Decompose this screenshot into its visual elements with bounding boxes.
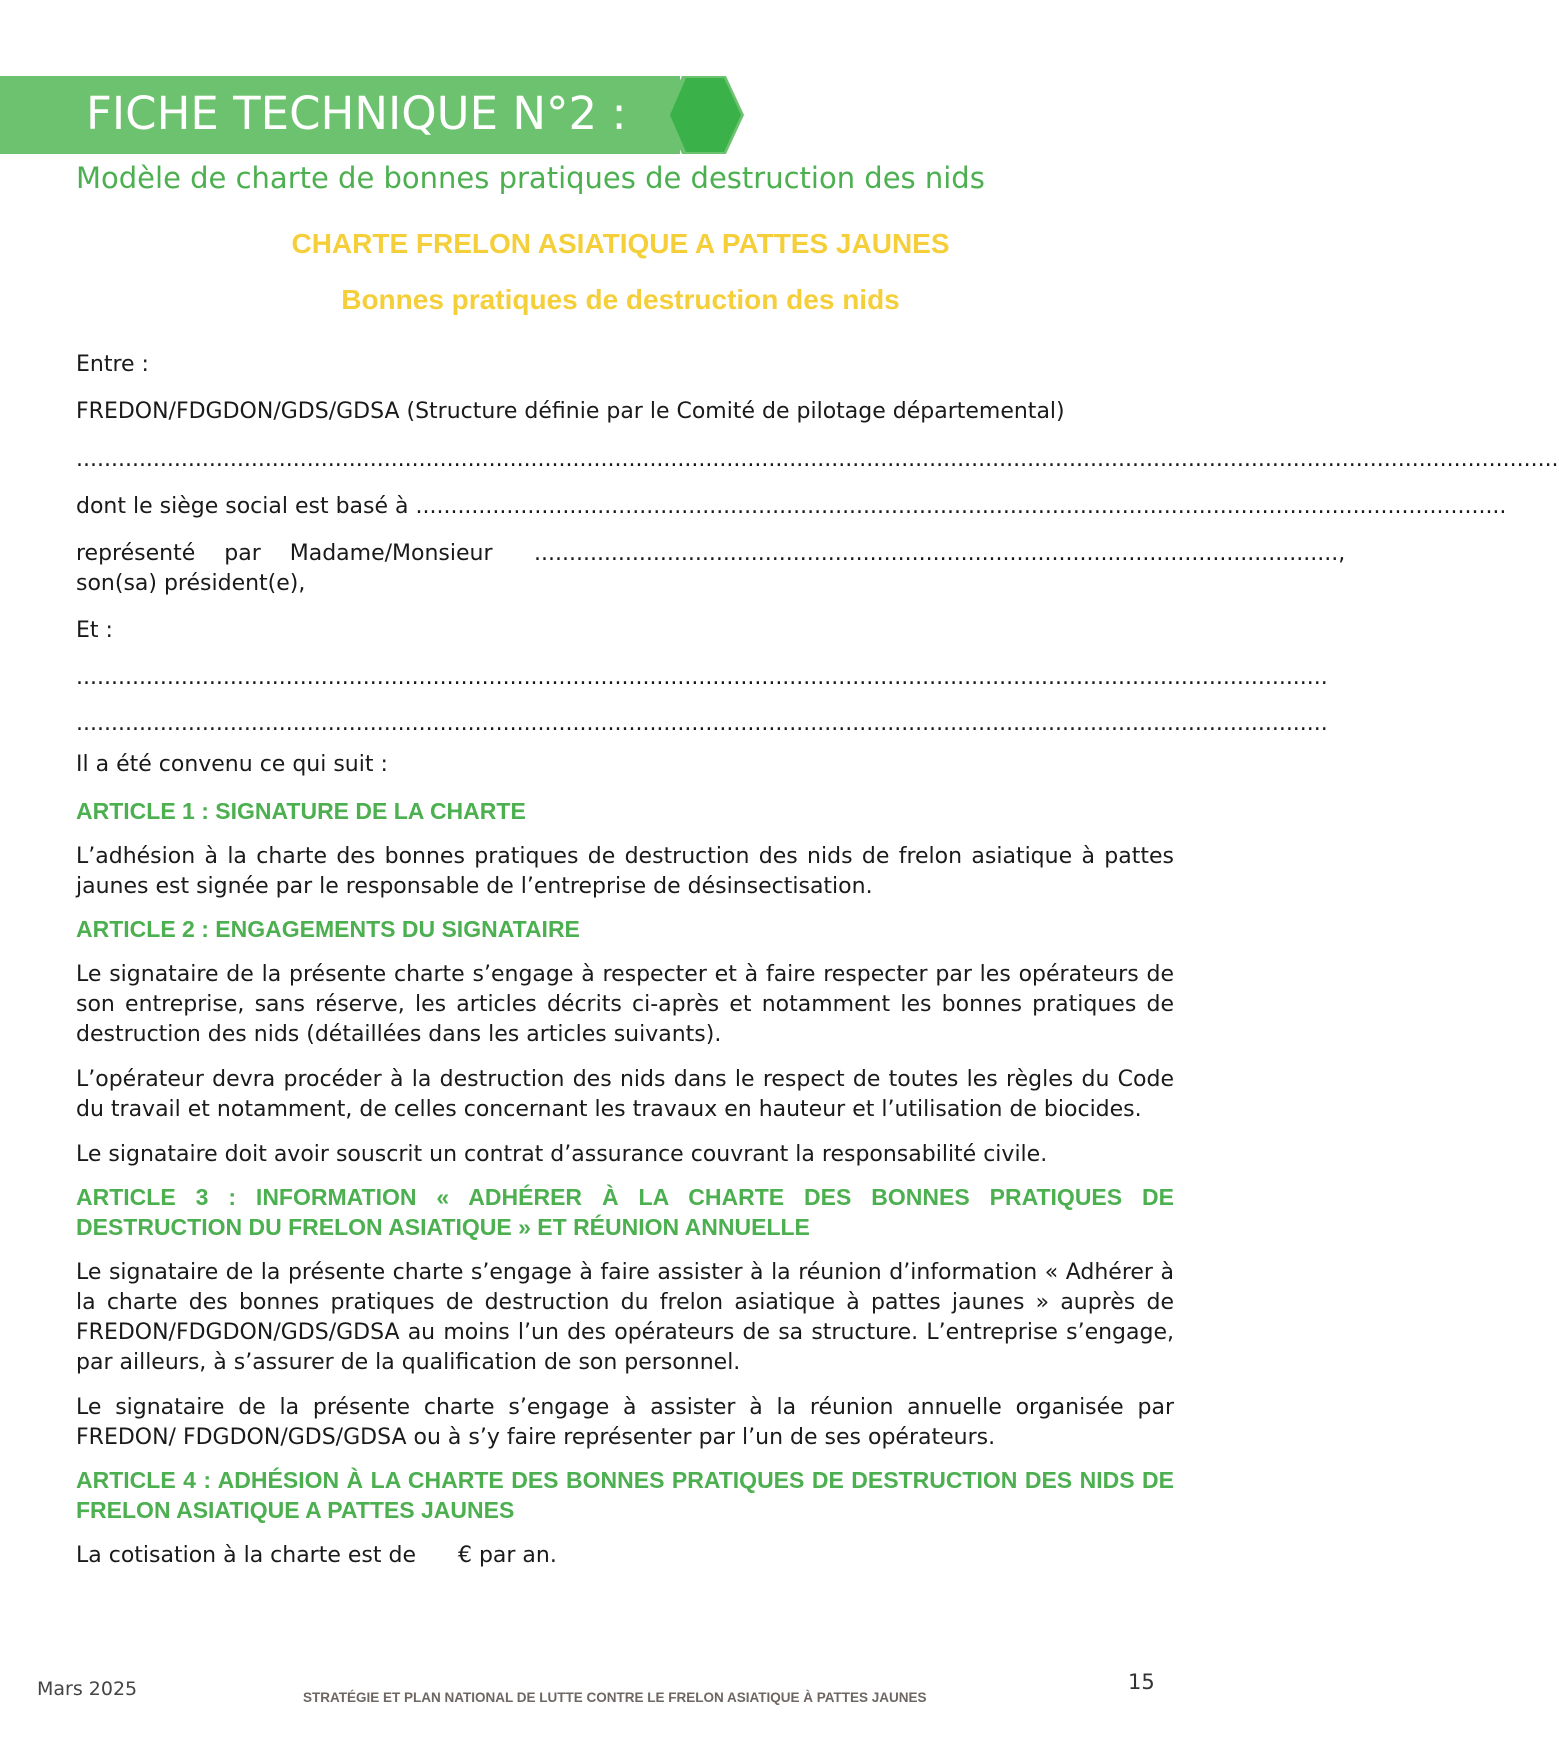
convenu-line: Il a été convenu ce qui suit : xyxy=(76,752,388,777)
article-3-paragraph: Le signataire de la présente charte s’engage à assister à la réunion annuelle organisée par FREDON/ FDGDON/GDS/GDSA ou à s’y faire représenter par l’un de ses opérateurs. xyxy=(76,1395,1174,1450)
charter-title: CHARTE FRELON ASIATIQUE A PATTES JAUNES xyxy=(291,228,950,259)
page-number: 15 xyxy=(1128,1670,1155,1694)
et-blank-field-2[interactable]: ................................................................................................................................................................................... xyxy=(76,711,1328,736)
article-4-paragraph: La cotisation à la charte est de € par an. xyxy=(76,1543,557,1568)
footer-date: Mars 2025 xyxy=(37,1678,138,1700)
structure-line: FREDON/FDGDON/GDS/GDSA (Structure définie par le Comité de pilotage départemental) xyxy=(76,399,1065,424)
article-3-heading: ARTICLE 3 : INFORMATION « ADHÉRER À LA CHARTE DES BONNES PRATIQUES DE DESTRUCTION DU FRELON ASIATIQUE » ET RÉUNION ANNUELLE xyxy=(76,1184,1174,1240)
article-4-heading: ARTICLE 4 : ADHÉSION À LA CHARTE DES BONNES PRATIQUES DE DESTRUCTION DES NIDS DE FRELON ASIATIQUE A PATTES JAUNES xyxy=(76,1467,1174,1523)
document-body xyxy=(76,350,1559,1571)
article-1-paragraph: L’adhésion à la charte des bonnes pratiques de destruction des nids de frelon asiatique à pattes jaunes est signée par le responsable de l’entreprise de désinsectisation. xyxy=(76,844,1174,899)
structure-blank-field[interactable]: .................................................................................................................................................................................................................... xyxy=(76,447,1559,472)
represente-line xyxy=(76,539,1346,569)
et-label: Et : xyxy=(76,618,113,643)
footer-title: STRATÉGIE ET PLAN NATIONAL DE LUTTE CONTRE LE FRELON ASIATIQUE À PATTES JAUNES xyxy=(303,1690,927,1705)
article-1-heading: ARTICLE 1 : SIGNATURE DE LA CHARTE xyxy=(76,798,526,824)
entre-label: Entre : xyxy=(76,352,149,377)
article-2-paragraph: L’opérateur devra procéder à la destruction des nids dans le respect de toutes les règles du Code du travail et notamment, de celles concernant les travaux en hauteur et l’utilisation de biocides. xyxy=(76,1067,1174,1122)
represente-blank-field[interactable]: ..................................................................................................................., xyxy=(534,541,1346,566)
siege-blank-field[interactable]: ............................................................................................................................................................ xyxy=(415,494,1507,519)
article-2-paragraph: Le signataire de la présente charte s’engage à respecter et à faire respecter par les opérateurs de son entreprise, sans réserve, les articles décrits ci-après et notamment les bonnes pratiques de destruction des nids (détaillées dans les articles suivants). xyxy=(76,962,1174,1047)
article-2-paragraph: Le signataire doit avoir souscrit un contrat d’assurance couvrant la responsabilité civile. xyxy=(76,1142,1048,1167)
article-2-heading: ARTICLE 2 : ENGAGEMENTS DU SIGNATAIRE xyxy=(76,916,580,942)
represente-label: représenté par Madame/Monsieur xyxy=(76,541,493,566)
fiche-subtitle: Modèle de charte de bonnes pratiques de destruction des nids xyxy=(76,161,985,195)
fiche-title: FICHE TECHNIQUE N°2 : xyxy=(86,87,627,140)
et-blank-field-1[interactable]: ................................................................................................................................................................................... xyxy=(76,665,1328,690)
siege-label: dont le siège social est basé à xyxy=(76,494,409,519)
charter-subtitle: Bonnes pratiques de destruction des nids xyxy=(341,284,900,315)
president-line: son(sa) président(e), xyxy=(76,571,306,596)
hexagon-icon xyxy=(664,76,744,154)
siege-line xyxy=(76,492,1507,522)
article-3-paragraph: Le signataire de la présente charte s’engage à faire assister à la réunion d’information « Adhérer à la charte des bonnes pratiques de destruction du frelon asiatique à pattes jaunes » auprès de FREDON/FDGDON/GDS/GDSA au moins l’un des opérateurs de sa structure. L’entreprise s’engage, par ailleurs, à s’assurer de la qualification de son personnel. xyxy=(76,1260,1174,1375)
